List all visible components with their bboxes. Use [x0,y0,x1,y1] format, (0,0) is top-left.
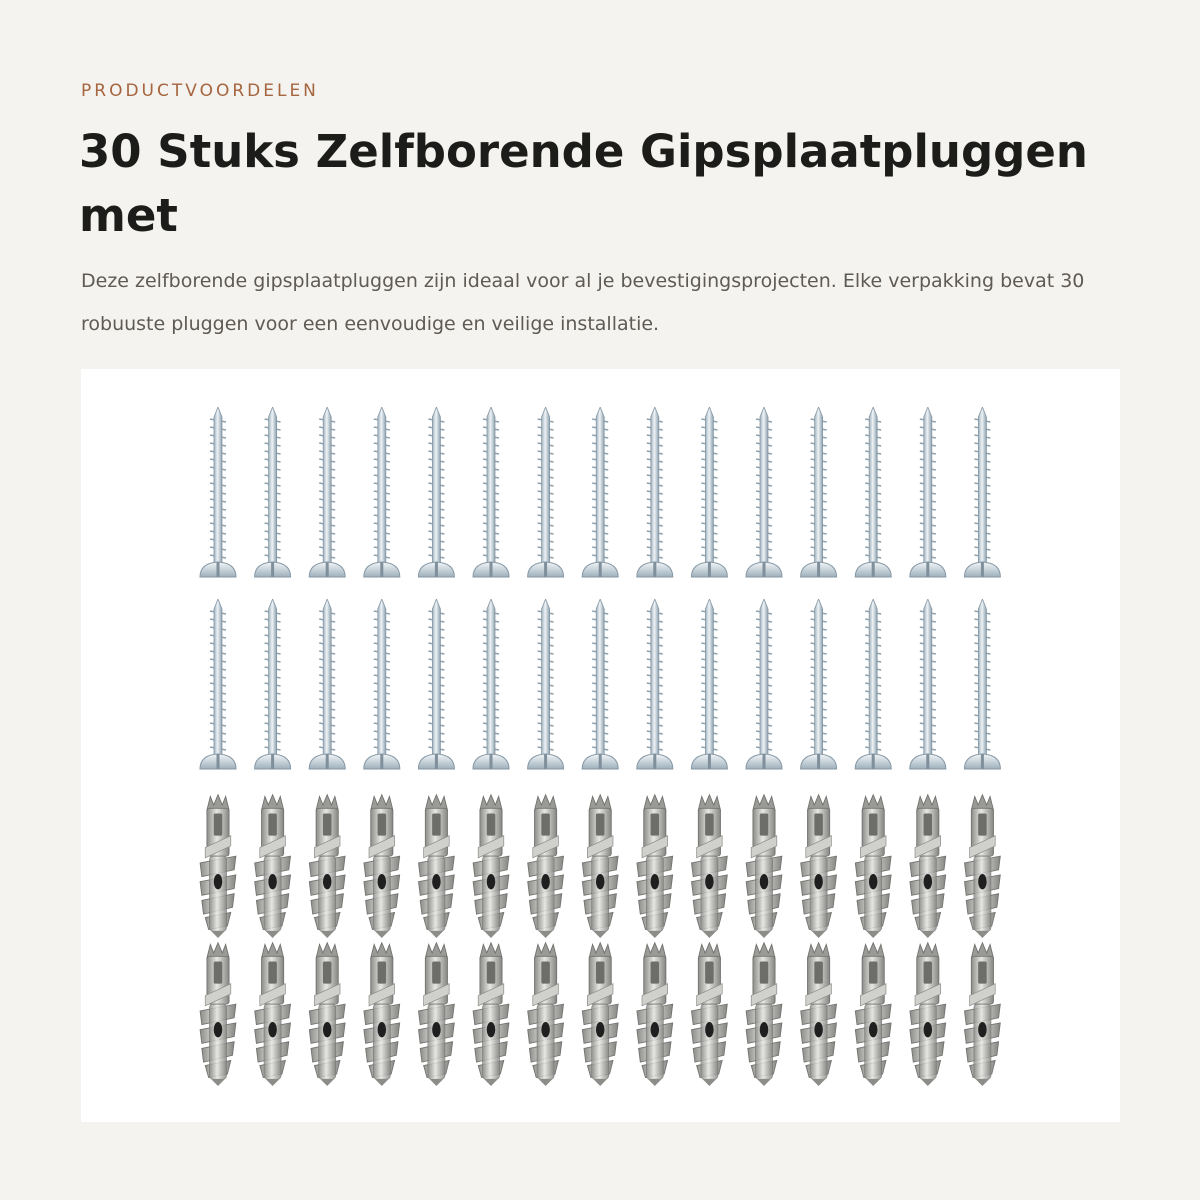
screw [964,407,1000,577]
drywall-anchor [637,943,673,1086]
screw [910,407,946,577]
screw [200,599,236,769]
drywall-anchor [964,795,1000,938]
screw [855,407,891,577]
screw [964,599,1000,769]
drywall-anchor [528,795,564,938]
drywall-anchor [200,795,236,938]
drywall-anchor [582,795,618,938]
screw [364,599,400,769]
screw [637,407,673,577]
drywall-anchor [746,943,782,1086]
screw [801,407,837,577]
product-image [81,369,1120,1122]
drywall-anchor [309,943,345,1086]
anchor-rows [200,795,1000,1086]
drywall-anchor [309,795,345,938]
drywall-anchor [473,943,509,1086]
screw [746,407,782,577]
screw [910,599,946,769]
screw [364,407,400,577]
drywall-anchor [418,943,454,1086]
drywall-anchor [855,943,891,1086]
drywall-anchor [200,943,236,1086]
screw [528,407,564,577]
drywall-anchor [801,795,837,938]
drywall-anchor [691,943,727,1086]
drywall-anchor [255,795,291,938]
screw [691,407,727,577]
drywall-anchor [255,943,291,1086]
drywall-anchor [964,943,1000,1086]
screw [801,599,837,769]
drywall-anchor [691,795,727,938]
screw [418,599,454,769]
screw [418,407,454,577]
screw-rows [200,407,1000,769]
drywall-anchor [364,943,400,1086]
section-eyebrow: PRODUCTVOORDELEN [81,81,319,101]
page-title: 30 Stuks Zelfborende Gipsplaatpluggen met [79,125,1088,242]
screw [855,599,891,769]
drywall-anchor [582,943,618,1086]
drywall-anchor [637,795,673,938]
drywall-anchor [473,795,509,938]
screw [200,407,236,577]
screw [255,407,291,577]
drywall-anchor [910,943,946,1086]
section-description: Deze zelfborende gipsplaatpluggen zijn ideaal voor al je bevestigingsprojecten. Elke verpakking bevat 30 robuuste pluggen voor een eenvoudige en veilige installatie. [81,270,1085,335]
screw [582,599,618,769]
screw [582,407,618,577]
screw [309,599,345,769]
screw [473,407,509,577]
screw [637,599,673,769]
drywall-anchor [910,795,946,938]
screw [528,599,564,769]
drywall-anchor [746,795,782,938]
drywall-anchor [364,795,400,938]
screw [746,599,782,769]
drywall-anchor [855,795,891,938]
screws-and-anchors-illustration [81,369,1120,1122]
screw [691,599,727,769]
screw [473,599,509,769]
screw [309,407,345,577]
drywall-anchor [801,943,837,1086]
drywall-anchor [418,795,454,938]
screw [255,599,291,769]
drywall-anchor [528,943,564,1086]
